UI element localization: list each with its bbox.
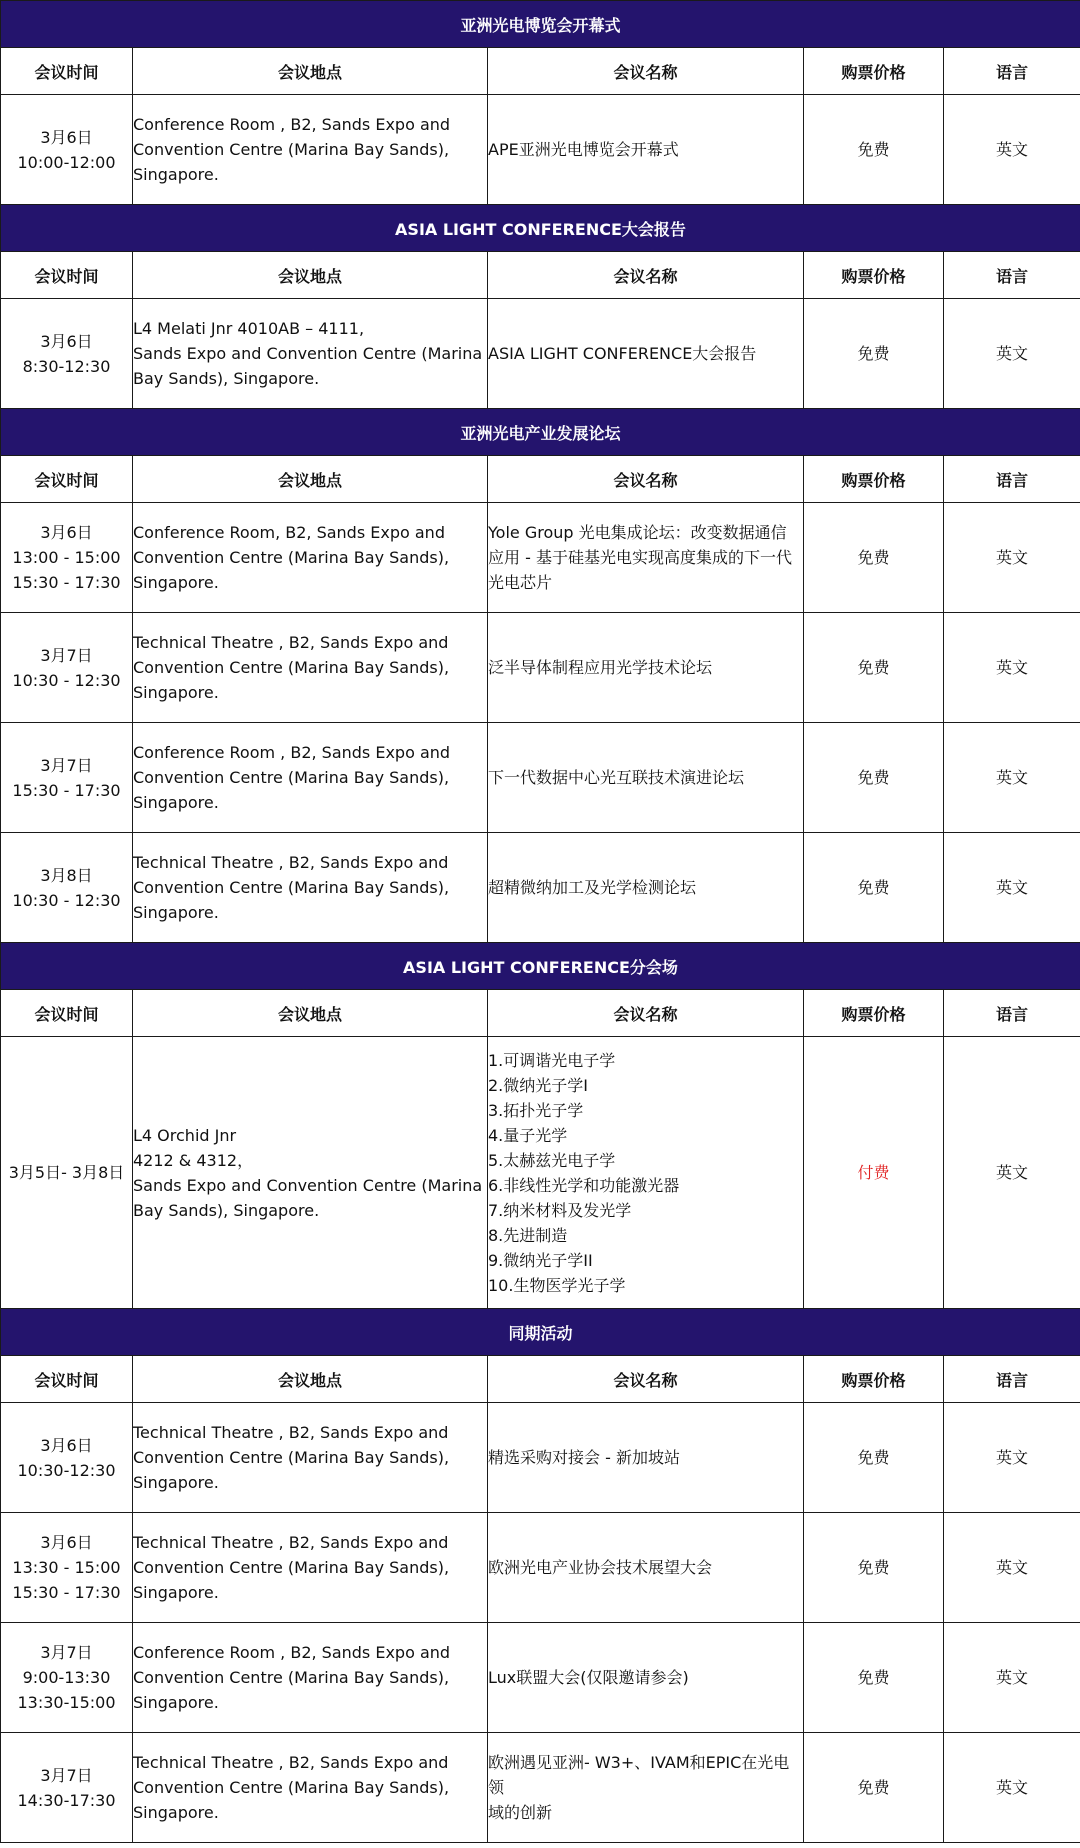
table-row <box>1 833 1080 943</box>
venue-cell-line: Convention Centre (Marina Bay Sands), <box>133 768 450 787</box>
time-cell <box>1 613 133 723</box>
venue-cell <box>133 95 488 205</box>
section-header <box>1 1 1080 48</box>
section-header <box>1 205 1080 252</box>
name-cell-line: 2.微纳光子学I <box>488 1075 588 1095</box>
time-cell-line: 14:30-17:30 <box>17 1790 116 1810</box>
venue-cell-line: Singapore. <box>133 683 219 702</box>
venue-cell <box>133 833 488 943</box>
time-cell-line: 3月6日 <box>40 331 93 351</box>
column-header-language: 语言 <box>944 456 1080 503</box>
time-cell-line: 3月7日 <box>40 755 93 775</box>
name-cell-line: Yole Group 光电集成论坛：改变数据通信 <box>488 523 787 542</box>
column-header-row <box>1 252 1080 299</box>
column-header-price: 购票价格 <box>804 990 944 1037</box>
column-header-time: 会议时间 <box>1 456 133 503</box>
time-cell-line: 9:00-13:30 <box>22 1668 111 1687</box>
venue-cell-line: Conference Room , B2, Sands Expo and <box>133 115 451 134</box>
name-cell-line: 9.微纳光子学II <box>488 1250 593 1270</box>
venue-cell-line: Convention Centre (Marina Bay Sands), <box>133 1558 450 1577</box>
column-header-price: 购票价格 <box>804 252 944 299</box>
language-cell: 英文 <box>944 503 1080 613</box>
language-cell: 英文 <box>944 1513 1080 1623</box>
time-cell <box>1 95 133 205</box>
section-title: ASIA LIGHT CONFERENCE分会场 <box>1 943 1080 990</box>
column-header-language: 语言 <box>944 1356 1080 1403</box>
time-cell-line: 13:30-15:00 <box>17 1693 116 1712</box>
time-cell-line: 3月7日 <box>40 1643 93 1662</box>
time-cell-line: 3月6日 <box>40 1435 93 1455</box>
time-cell-line: 8:30-12:30 <box>22 356 111 376</box>
name-cell-line: ASIA LIGHT CONFERENCE大会报告 <box>488 344 757 363</box>
venue-cell <box>133 1733 488 1843</box>
language-cell: 英文 <box>944 1733 1080 1843</box>
venue-cell-line: Technical Theatre , B2, Sands Expo and <box>133 1423 449 1442</box>
venue-cell-line: Conference Room , B2, Sands Expo and <box>133 743 451 762</box>
column-header-language: 语言 <box>944 48 1080 95</box>
venue-cell-line: Singapore. <box>133 903 219 922</box>
venue-cell-line: Convention Centre (Marina Bay Sands), <box>133 1778 450 1797</box>
column-header-language: 语言 <box>944 252 1080 299</box>
language-cell: 英文 <box>944 833 1080 943</box>
name-cell <box>488 299 804 409</box>
price-cell: 免费 <box>804 1733 944 1843</box>
name-cell-line: 域的创新 <box>488 1803 553 1822</box>
price-cell: 免费 <box>804 95 944 205</box>
column-header-row <box>1 48 1080 95</box>
price-cell: 免费 <box>804 1513 944 1623</box>
column-header-venue: 会议地点 <box>133 990 488 1037</box>
name-cell <box>488 833 804 943</box>
name-cell <box>488 95 804 205</box>
name-cell-line: 1.可调谐光电子学 <box>488 1050 616 1070</box>
name-cell <box>488 1403 804 1513</box>
language-cell: 英文 <box>944 1037 1080 1309</box>
time-cell-line: 10:30 - 12:30 <box>12 670 121 690</box>
venue-cell-line: L4 Melati Jnr 4010AB – 4111, <box>133 319 365 338</box>
column-header-row <box>1 456 1080 503</box>
time-cell-line: 3月7日 <box>40 645 93 665</box>
name-cell-line: 泛半导体制程应用光学技术论坛 <box>488 658 713 677</box>
table-row <box>1 1513 1080 1623</box>
column-header-name: 会议名称 <box>488 48 804 95</box>
time-cell <box>1 1623 133 1733</box>
venue-cell-line: Singapore. <box>133 793 219 812</box>
time-cell-line: 15:30 - 17:30 <box>12 780 121 800</box>
venue-cell-line: Singapore. <box>133 1583 219 1602</box>
name-cell-line: 应用 - 基于硅基光电实现高度集成的下一代 <box>488 548 792 567</box>
table-row <box>1 613 1080 723</box>
venue-cell <box>133 613 488 723</box>
time-cell-line: 15:30 - 17:30 <box>12 573 121 592</box>
venue-cell-line: L4 Orchid Jnr <box>133 1125 237 1145</box>
table-row <box>1 723 1080 833</box>
venue-cell-line: Singapore. <box>133 573 219 592</box>
venue-cell-line: Singapore. <box>133 1473 219 1492</box>
venue-cell <box>133 299 488 409</box>
time-cell-line: 13:30 - 15:00 <box>12 1558 121 1577</box>
price-cell: 免费 <box>804 1403 944 1513</box>
venue-cell-line: Convention Centre (Marina Bay Sands), <box>133 1448 450 1467</box>
name-cell-line: 超精微纳加工及光学检测论坛 <box>488 878 697 897</box>
section-title: ASIA LIGHT CONFERENCE大会报告 <box>1 205 1080 252</box>
venue-cell-line: Singapore. <box>133 1803 219 1822</box>
name-cell-line: 6.非线性光学和功能激光器 <box>488 1175 680 1195</box>
table-row <box>1 1733 1080 1843</box>
time-cell <box>1 299 133 409</box>
time-cell <box>1 1733 133 1843</box>
venue-cell-line: Convention Centre (Marina Bay Sands), <box>133 1668 450 1687</box>
time-cell-line: 10:30 - 12:30 <box>12 890 121 910</box>
language-cell: 英文 <box>944 613 1080 723</box>
name-cell-line: 欧洲光电产业协会技术展望大会 <box>488 1558 713 1577</box>
column-header-time: 会议时间 <box>1 48 133 95</box>
venue-cell-line: Bay Sands), Singapore. <box>133 369 320 388</box>
column-header-time: 会议时间 <box>1 252 133 299</box>
venue-cell <box>133 503 488 613</box>
time-cell-line: 3月6日 <box>40 1533 93 1552</box>
column-header-row <box>1 990 1080 1037</box>
price-cell: 免费 <box>804 1623 944 1733</box>
column-header-venue: 会议地点 <box>133 456 488 503</box>
time-cell-line: 3月8日 <box>40 865 93 885</box>
time-cell <box>1 833 133 943</box>
table-row <box>1 503 1080 613</box>
price-cell: 免费 <box>804 613 944 723</box>
column-header-time: 会议时间 <box>1 1356 133 1403</box>
column-header-price: 购票价格 <box>804 48 944 95</box>
time-cell-line: 3月5日- 3月8日 <box>8 1163 125 1182</box>
venue-cell-line: Conference Room, B2, Sands Expo and <box>133 523 445 542</box>
venue-cell-line: Singapore. <box>133 165 219 184</box>
name-cell-line: 5.太赫兹光电子学 <box>488 1150 616 1170</box>
name-cell <box>488 503 804 613</box>
column-header-venue: 会议地点 <box>133 252 488 299</box>
table-row <box>1 1403 1080 1513</box>
language-cell: 英文 <box>944 95 1080 205</box>
column-header-language: 语言 <box>944 990 1080 1037</box>
column-header-time: 会议时间 <box>1 990 133 1037</box>
time-cell <box>1 1037 133 1309</box>
column-header-venue: 会议地点 <box>133 1356 488 1403</box>
name-cell-line: 10.生物医学光子学 <box>488 1275 626 1295</box>
name-cell-line: 4.量子光学 <box>488 1125 568 1145</box>
table-row <box>1 95 1080 205</box>
time-cell-line: 10:30-12:30 <box>17 1460 116 1480</box>
venue-cell-line: Convention Centre (Marina Bay Sands), <box>133 140 450 159</box>
column-header-row <box>1 1356 1080 1403</box>
table-row <box>1 1623 1080 1733</box>
venue-cell <box>133 1403 488 1513</box>
name-cell <box>488 1513 804 1623</box>
column-header-name: 会议名称 <box>488 456 804 503</box>
column-header-name: 会议名称 <box>488 990 804 1037</box>
time-cell <box>1 723 133 833</box>
name-cell <box>488 613 804 723</box>
time-cell-line: 3月6日 <box>40 127 93 147</box>
section-title: 亚洲光电产业发展论坛 <box>1 409 1080 456</box>
column-header-venue: 会议地点 <box>133 48 488 95</box>
name-cell-line: 8.先进制造 <box>488 1225 568 1245</box>
section-title: 同期活动 <box>1 1309 1080 1356</box>
language-cell: 英文 <box>944 1623 1080 1733</box>
time-cell <box>1 1403 133 1513</box>
name-cell <box>488 1623 804 1733</box>
section-header <box>1 1309 1080 1356</box>
section-header <box>1 409 1080 456</box>
venue-cell <box>133 1513 488 1623</box>
language-cell: 英文 <box>944 723 1080 833</box>
price-cell: 免费 <box>804 299 944 409</box>
name-cell-line: 精选采购对接会 - 新加坡站 <box>488 1448 680 1467</box>
column-header-price: 购票价格 <box>804 456 944 503</box>
venue-cell-line: Sands Expo and Convention Centre (Marina <box>133 1175 483 1195</box>
name-cell-line: 欧洲遇见亚洲- W3+、IVAM和EPIC在光电领 <box>488 1753 790 1797</box>
price-cell: 付费 <box>804 1037 944 1309</box>
price-cell: 免费 <box>804 833 944 943</box>
name-cell-line: 3.拓扑光子学 <box>488 1100 584 1120</box>
name-cell-line: APE亚洲光电博览会开幕式 <box>488 140 679 159</box>
venue-cell-line: Technical Theatre , B2, Sands Expo and <box>133 633 449 652</box>
time-cell-line: 13:00 - 15:00 <box>12 548 121 567</box>
time-cell-line: 10:00-12:00 <box>17 152 116 172</box>
time-cell-line: 3月6日 <box>40 523 93 542</box>
venue-cell-line: Technical Theatre , B2, Sands Expo and <box>133 1533 449 1552</box>
language-cell: 英文 <box>944 1403 1080 1513</box>
venue-cell <box>133 1623 488 1733</box>
venue-cell-line: Convention Centre (Marina Bay Sands), <box>133 658 450 677</box>
venue-cell-line: 4212 & 4312， <box>133 1150 254 1170</box>
name-cell <box>488 723 804 833</box>
name-cell-line: 下一代数据中心光互联技术演进论坛 <box>488 768 745 787</box>
column-header-name: 会议名称 <box>488 252 804 299</box>
name-cell <box>488 1037 804 1309</box>
venue-cell-line: Convention Centre (Marina Bay Sands), <box>133 548 450 567</box>
venue-cell-line: Conference Room , B2, Sands Expo and <box>133 1643 451 1662</box>
name-cell-line: Lux联盟大会(仅限邀请参会) <box>488 1668 689 1687</box>
time-cell <box>1 1513 133 1623</box>
price-cell: 免费 <box>804 503 944 613</box>
column-header-name: 会议名称 <box>488 1356 804 1403</box>
venue-cell <box>133 723 488 833</box>
time-cell-line: 3月7日 <box>40 1765 93 1785</box>
name-cell-line: 7.纳米材料及发光学 <box>488 1200 632 1220</box>
table-row <box>1 1037 1080 1309</box>
venue-cell <box>133 1037 488 1309</box>
venue-cell-line: Convention Centre (Marina Bay Sands), <box>133 878 450 897</box>
venue-cell-line: Bay Sands), Singapore. <box>133 1200 320 1220</box>
price-cell: 免费 <box>804 723 944 833</box>
venue-cell-line: Technical Theatre , B2, Sands Expo and <box>133 1753 449 1772</box>
column-header-price: 购票价格 <box>804 1356 944 1403</box>
time-cell <box>1 503 133 613</box>
section-header <box>1 943 1080 990</box>
name-cell <box>488 1733 804 1843</box>
venue-cell-line: Technical Theatre , B2, Sands Expo and <box>133 853 449 872</box>
venue-cell-line: Singapore. <box>133 1693 219 1712</box>
time-cell-line: 15:30 - 17:30 <box>12 1583 121 1602</box>
table-row <box>1 299 1080 409</box>
venue-cell-line: Sands Expo and Convention Centre (Marina <box>133 344 483 363</box>
name-cell-line: 光电芯片 <box>488 573 553 592</box>
language-cell: 英文 <box>944 299 1080 409</box>
section-title: 亚洲光电博览会开幕式 <box>1 1 1080 48</box>
